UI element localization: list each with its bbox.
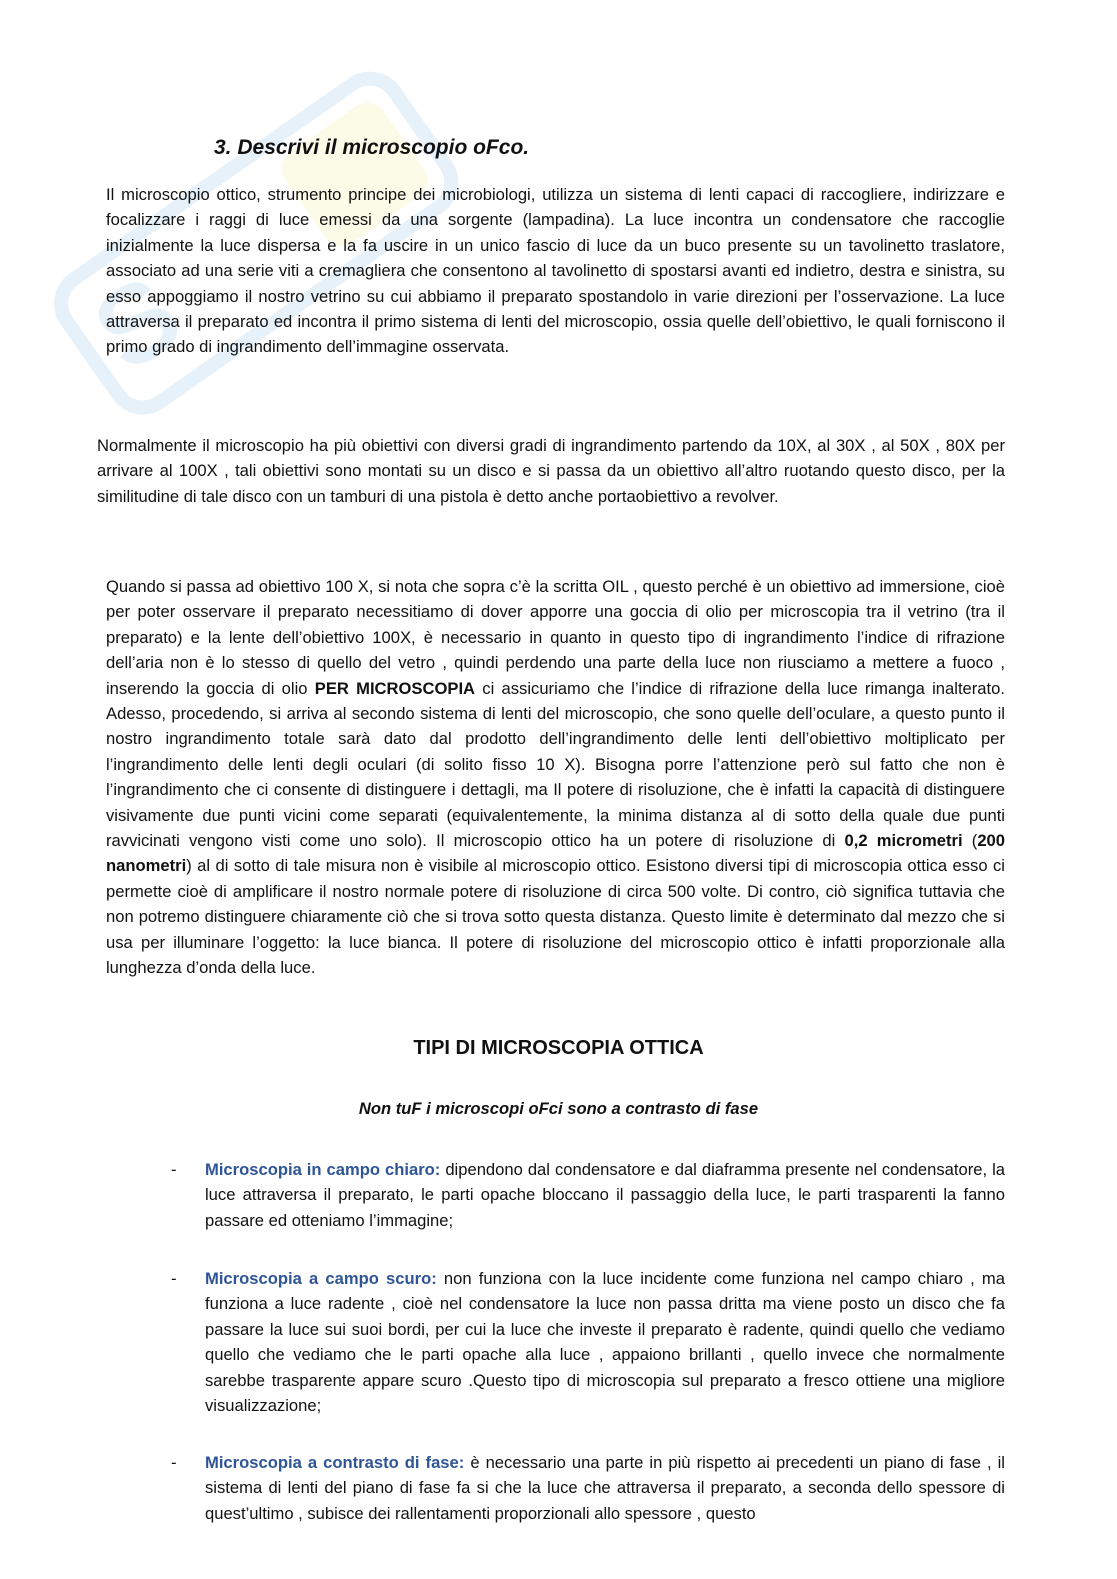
description: non funziona con la luce incidente come funziona nel campo chiaro , ma funziona a luce radente , cioè nel condensatore la luce non passa dritta ma viene posto un disco che fa passare la luce sui suoi bordi, per cui la luce che investe il preparato è radente, quindi quello che vediamo quello che vediamo che le parti opache alla luce , appaiono brillanti , quello invece che normalmente sarebbe trasparente appare scuro .Questo tipo di microscopia sul preparato a fresco ottiene una migliore visualizzazione; bbox=[205, 1269, 1005, 1416]
list-item-text bbox=[205, 1266, 1005, 1418]
list-item-contrasto-di-fase bbox=[171, 1450, 1005, 1526]
term-contrasto-di-fase: Microscopia a contrasto di fase: bbox=[205, 1453, 465, 1472]
list-item-campo-chiaro bbox=[171, 1157, 1005, 1233]
paragraph-immersion-resolution bbox=[106, 574, 1005, 981]
text-run: Quando si passa ad obiettivo 100 X, si nota che sopra c’è la scritta OIL , questo perché è un obiettivo ad immersione, cioè per poter osservare il preparato necessitiamo di dover apporre una goccia di olio per microscopia tra il vetrino (tra il preparato) e la lente dell’obiettivo 100X, è necessario in quanto in questo tipo di ingrandimento l’indice di rifrazione dell’aria non è lo stesso di quello del vetro , quindi perdendo una parte della luce non riusciamo a mettere a fuoco , inserendo la goccia di olio bbox=[106, 577, 1005, 698]
text-run: ci assicuriamo che l’indice di rifrazione della luce rimanga inalterato. Adesso, procedendo, si arriva al secondo sistema di lenti del microscopio, che sono quelle dell’oculare, a questo punto il nostro ingrandimento totale sarà dato dal prodotto dell’ingrandimento delle lenti dell’obiettivo moltiplicato per l’ingrandimento delle lenti degli oculari (di solito fisso 10 X). Bisogna porre l’attenzione però sul fatto che non è l’ingrandimento che ci consente di distinguere i dettagli, ma Il potere di risoluzione, che è infatti la capacità di distinguere visivamente due punti vicini come separati (equivalentemente, la minima distanza al di sotto della quale due punti ravvicinati vengono visti come uno solo). Il microscopio ottico ha un potere di risoluzione di bbox=[106, 678, 1005, 851]
term-campo-scuro: Microscopia a campo scuro: bbox=[205, 1269, 437, 1288]
term-campo-chiaro: Microscopia in campo chiaro: bbox=[205, 1160, 441, 1179]
description: dipendono dal condensatore e dal diaframma presente nel condensatore, la luce attraversa il preparato, le parti opache bloccano il passaggio della luce, le parti trasparenti la fanno passare ed otteniamo l’immagine; bbox=[205, 1160, 1005, 1230]
section-subtitle: Non tuF i microscopi oFci sono a contrasto di fase bbox=[358, 1099, 759, 1118]
list-bullet: - bbox=[171, 1453, 177, 1472]
bold-nanometri: 200 nanometri bbox=[106, 831, 1005, 876]
list-item-campo-scuro bbox=[171, 1266, 1005, 1418]
description: è necessario una parte in più rispetto ai precedenti un piano di fase , il sistema di lenti del piano di fase fa si che la luce che attraversa il preparato, a seconda dello spessore di quest’ultimo , subisce dei rallentamenti proporzionali allo spessore , questo bbox=[205, 1453, 1005, 1523]
text-run: ) al di sotto di tale misura non è visibile al microscopio ottico. Esistono diversi tipi di microscopia ottica esso ci permette cioè di amplificare il nostro normale potere di risoluzione di circa 500 volte. Di contro, ciò significa tuttavia che non potremo distinguere chiaramente ciò che si trova sotto questa distanza. Questo limite è determinato dal mezzo che si usa per illuminare l’oggetto: la luce bianca. Il potere di risoluzione del microscopio ottico è infatti proporzionale alla lunghezza d’onda della luce. bbox=[106, 856, 1005, 978]
paragraph-objectives: Normalmente il microscopio ha più obiettivi con diversi gradi di ingrandimento partendo da 10X, al 30X , al 50X , 80X per arrivare al 100X , tali obiettivi sono montati su un disco e si passa da un obiettivo all’altro ruotando questo disco, per la similitudine di tale disco con un tamburi di una pistola è detto anche portaobiettivo a revolver. bbox=[97, 436, 1005, 506]
list-item-text bbox=[205, 1450, 1005, 1526]
question-heading: 3. Descrivi il microscopio oFco. bbox=[214, 136, 530, 159]
text-run: ( bbox=[962, 831, 978, 851]
bold-per-microscopia: PER MICROSCOPIA bbox=[314, 678, 476, 698]
section-title: TIPI DI MICROSCOPIA OTTICA bbox=[413, 1037, 704, 1059]
paragraph-optical-microscope: Il microscopio ottico, strumento principe dei microbiologi, utilizza un sistema di lenti capaci di raccogliere, indirizzare e focalizzare i raggi di luce emessi da una sorgente (lampadina). La luce incontra un condensatore che raccoglie inizialmente la luce dispersa e la fa uscire in un unico fascio di luce da un buco presente su un tavolinetto traslatore, associato ad una serie viti a cremagliera che consentono al tavolinetto di spostarsi avanti ed indietro, destra e sinistra, su esso appoggiamo il nostro vetrino su cui abbiamo il preparato spostandolo in varie direzioni per l’osservazione. La luce attraversa il preparato ed incontra il primo sistema di lenti del microscopio, ossia quelle dell’obiettivo, le quali forniscono il primo grado di ingrandimento dell’immagine osservata. bbox=[106, 185, 1005, 357]
bold-micrometri: 0,2 micrometri bbox=[844, 831, 963, 851]
list-bullet: - bbox=[171, 1269, 177, 1288]
list-bullet: - bbox=[171, 1160, 177, 1179]
list-item-text bbox=[205, 1157, 1005, 1233]
svg-text:S: S bbox=[72, 251, 203, 395]
